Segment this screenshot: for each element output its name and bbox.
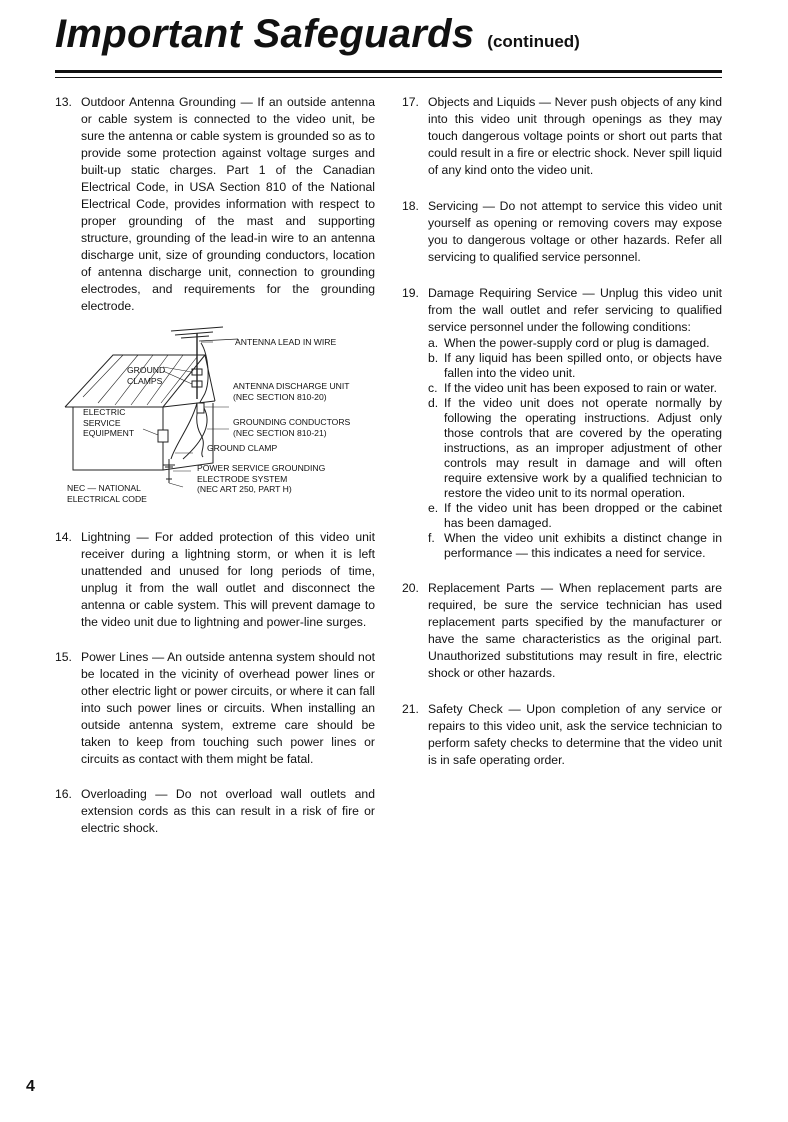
condition-a: a. When the power-supply cord or plug is damaged. — [428, 336, 710, 350]
title-rule-thick — [55, 70, 722, 73]
item-text: Outdoor Antenna Grounding — If an outside antenna or cable system is connected to the video unit, be sure the antenna or cable system is grounded so as to provide some protection against voltage surges and built-up static charges. Part 1 of the Canadian Electrical Code, in USA Section 810 of the National Electrical Code, provides information with respect to proper grounding of the mast and supporting structure, grounding of the lead-in wire to an antenna discharge unit, size of grounding conductors, location of antenna discharge unit, connection to grounding electrodes, and requirements for the grounding electrode. — [81, 95, 375, 313]
item-text: Replacement Parts — When replacement parts are required, be sure the service technician has used replacement parts specified by the manufacturer or have the same characteristics as the original part. Unauthorized substitutions may result in fire, electric shock or other hazards. — [428, 581, 722, 680]
condition-b: b. If any liquid has been spilled onto, or objects have fallen into the video unit. — [428, 351, 722, 380]
antenna-grounding-diagram — [63, 325, 383, 515]
safeguard-item-18 — [402, 198, 722, 266]
page-title — [55, 14, 580, 54]
label-power-service-grounding: POWER SERVICE GROUNDING ELECTRODE SYSTEM (NEC ART 250, PART H) — [197, 463, 326, 494]
service-equipment-shape — [158, 430, 168, 442]
safeguard-item-15 — [55, 649, 375, 768]
safeguard-item-21 — [402, 701, 722, 769]
item-number: 14. — [55, 530, 72, 544]
page-number: 4 — [26, 1078, 35, 1095]
safeguard-item-13 — [55, 94, 375, 315]
item-number: 13. — [55, 95, 72, 109]
condition-e: e. If the video unit has been dropped or the cabinet has been damaged. — [428, 501, 722, 530]
right-column — [402, 94, 722, 769]
damage-conditions-list — [428, 336, 722, 561]
item-text: Lightning — For added protection of this video unit receiver during a lightning storm, or when it is left unattended and unused for long periods of time, unplug it from the wall outlet and disconnect the antenna or cable system. This will prevent damage to the video unit due to lightning and power-line surges. — [81, 530, 375, 629]
item-number: 21. — [402, 702, 419, 716]
label-antenna-discharge-unit: ANTENNA DISCHARGE UNIT (NEC SECTION 810-20) — [233, 381, 350, 402]
item-text: Power Lines — An outside antenna system should not be located in the vicinity of overhead power lines or other electric light or power circuits, or where it can fall into such power lines or circuits. When installing an outside antenna system, extreme care should be taken to keep from touching such power lines or circuits as contact with them might be fatal. — [81, 650, 375, 766]
label-antenna-lead-in: ANTENNA LEAD IN WIRE — [235, 337, 337, 347]
item-number: 18. — [402, 199, 419, 213]
label-grounding-conductors: GROUNDING CONDUCTORS (NEC SECTION 810-21) — [233, 417, 351, 438]
item-text: Overloading — Do not overload wall outlets and extension cords as this can result in a risk of fire or electric shock. — [81, 787, 375, 835]
item-number: 16. — [55, 787, 72, 801]
condition-f: f. When the video unit exhibits a distinct change in performance — this indicates a need for service. — [428, 531, 722, 560]
title-continued: (continued) — [487, 32, 580, 51]
label-nec-note: NEC — NATIONAL ELECTRICAL CODE — [67, 483, 147, 504]
safeguard-item-20 — [402, 580, 722, 682]
item-text: Servicing — Do not attempt to service this video unit yourself as opening or removing covers may expose you to dangerous voltage or other hazards. Refer all servicing to qualified service personnel. — [428, 199, 722, 264]
label-ground-clamp: GROUND CLAMP — [207, 443, 278, 453]
item-number: 15. — [55, 650, 72, 664]
item-text: Safety Check — Upon completion of any service or repairs to this video unit, ask the service technician to perform safety checks to determine that the video unit is in safe operating order. — [428, 702, 722, 767]
title-rule-thin — [55, 77, 722, 78]
item-text: Objects and Liquids — Never push objects of any kind into this video unit through openings as they may touch dangerous voltage points or short out parts that could result in a fire or electric shock. Never spill liquid of any kind onto the video unit. — [428, 95, 722, 177]
item-number: 17. — [402, 95, 419, 109]
item-text: Damage Requiring Service — Unplug this video unit from the wall outlet and refer servicing to qualified service personnel under the following conditions: — [428, 286, 722, 334]
safeguard-item-17 — [402, 94, 722, 179]
safeguard-item-19 — [402, 285, 722, 561]
label-ground-clamps: GROUND CLAMPS — [127, 365, 166, 386]
condition-c: c. If the video unit has been exposed to rain or water. — [428, 381, 718, 395]
item-number: 20. — [402, 581, 419, 595]
safeguard-item-16 — [55, 786, 375, 837]
left-column — [55, 94, 375, 837]
condition-d: d. If the video unit does not operate normally by following the operating instructions. Adjust only those controls that are covered by the operating instructions, as an improper adjustment of other controls may result in damage and will often require extensive work by a qualified technician to restore the video unit to its normal operation. — [428, 396, 722, 500]
discharge-unit-shape — [197, 403, 204, 413]
label-electric-service-equipment: ELECTRIC SERVICE EQUIPMENT — [83, 407, 135, 438]
item-number: 19. — [402, 286, 419, 300]
title-main: Important Safeguards — [55, 12, 475, 56]
safeguard-item-14 — [55, 529, 375, 631]
